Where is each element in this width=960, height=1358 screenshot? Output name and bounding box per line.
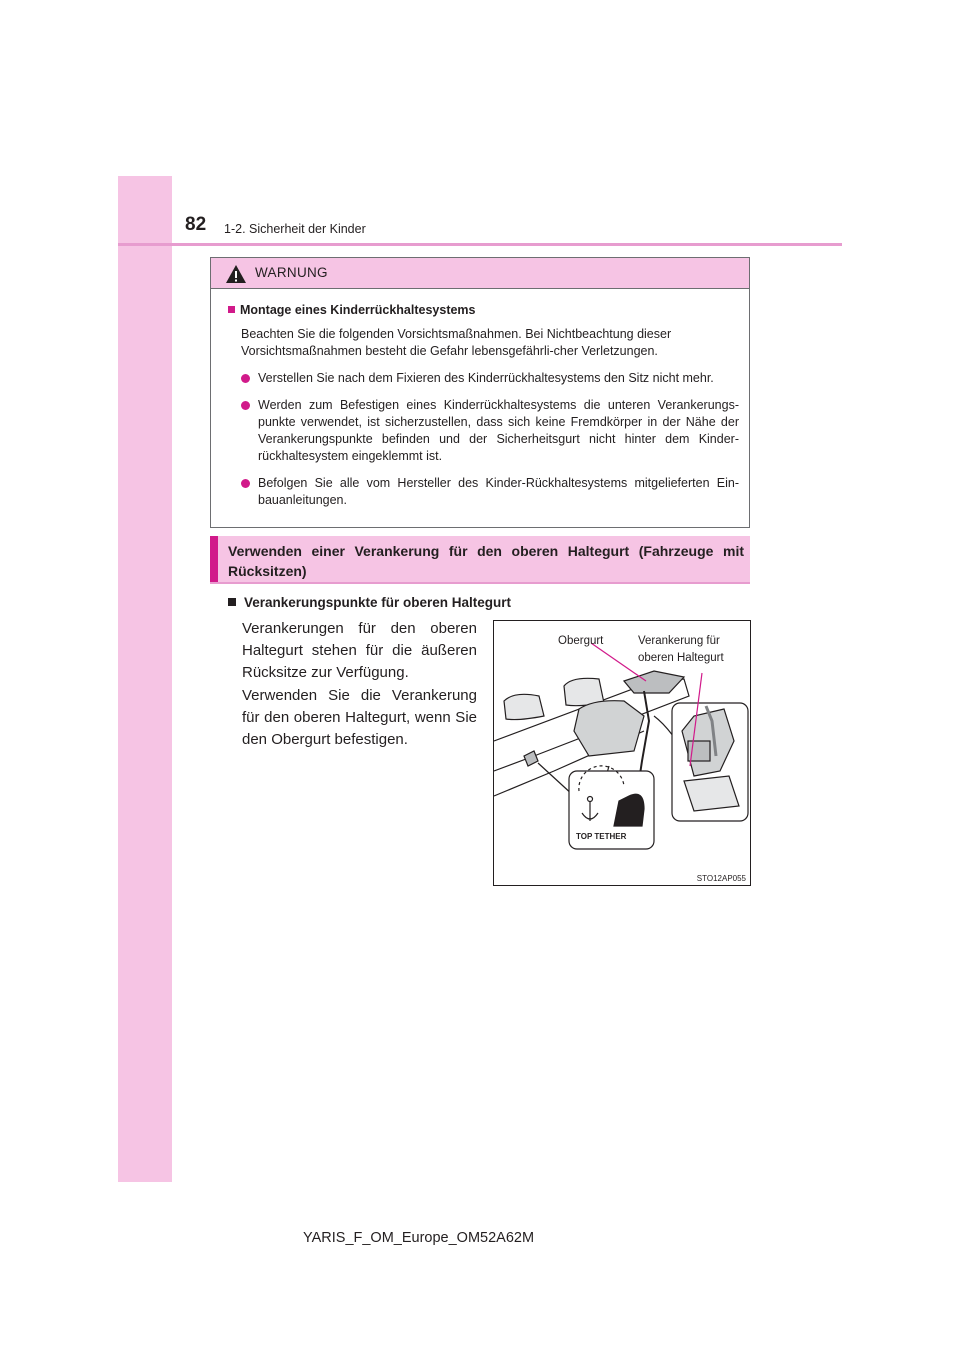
topic-heading-band: [210, 536, 750, 582]
circle-bullet-icon: [241, 479, 250, 488]
label-verankerung-line2: oberen Haltegurt: [638, 652, 724, 664]
warning-bullet-text: Befolgen Sie alle vom Hersteller des Kinder-Rückhaltesystems mitgelieferten Ein-bauanleitungen.: [258, 476, 739, 507]
warning-bullet-text: Werden zum Befestigen eines Kinderrückhaltesystems die unteren Verankerungs-punkte verwendet, ist sicherzustellen, dass sich keine Fremdkörper in der Nähe der Verankerungspunkte befinden und der Sicherheitsgurt nicht hinter dem Kinder-rückhaltesystem eingeklemmt ist.: [258, 398, 739, 463]
header-rule: [118, 243, 842, 246]
label-obergurt: Obergurt: [558, 635, 604, 647]
warning-bullet: [228, 475, 739, 509]
topic-underline: [210, 582, 750, 584]
subsection-heading: [228, 595, 511, 610]
label-verankerung-line1: Verankerung für: [638, 635, 720, 647]
body-paragraph: Verwenden Sie die Verankerung für den oberen Haltegurt, wenn Sie den Obergurt befestigen.: [242, 687, 477, 748]
topic-title: Verwenden einer Verankerung für den oberen Haltegurt (Fahrzeuge mit Rücksitzen): [228, 543, 744, 579]
warning-triangle-icon: [225, 264, 247, 284]
warning-bullet-text: Verstellen Sie nach dem Fixieren des Kinderrückhaltesystems den Sitz nicht mehr.: [258, 371, 714, 385]
warning-body: [211, 289, 749, 509]
warning-bullet: [228, 370, 739, 387]
topic-accent-bar: [210, 536, 218, 582]
square-bullet-icon: [228, 598, 236, 606]
figure-code: STO12AP055: [696, 874, 746, 883]
subsection-heading-text: Verankerungspunkte für oberen Haltegurt: [244, 595, 512, 610]
warning-heading-text: Montage eines Kinderrückhaltesystems: [240, 303, 476, 317]
warning-intro: Beachten Sie die folgenden Vorsichtsmaßnahmen. Bei Nichtbeachtung dieser Vorsichtsmaßnahmen besteht die Gefahr lebensgefährli-cher Verletzungen.: [241, 327, 672, 358]
section-title: 1-2. Sicherheit der Kinder: [224, 222, 366, 236]
top-tether-tag-text: TOP TETHER: [576, 832, 627, 841]
circle-bullet-icon: [241, 401, 250, 410]
chapter-sidebar-tab: [118, 176, 172, 1182]
square-bullet-icon: [228, 306, 235, 313]
circle-bullet-icon: [241, 374, 250, 383]
warning-bullet: [228, 397, 739, 465]
anchor-illustration: [493, 620, 751, 886]
warning-box: [210, 257, 750, 528]
warning-header: [211, 258, 749, 289]
body-paragraph: Verankerungen für den oberen Haltegurt stehen für die äußeren Rücksitze zur Verfügung.: [242, 620, 477, 681]
page-number: 82: [185, 214, 207, 235]
warning-heading: [228, 302, 739, 319]
warning-label: WARNUNG: [255, 265, 328, 280]
footer-document-code: YARIS_F_OM_Europe_OM52A62M: [303, 1230, 535, 1246]
